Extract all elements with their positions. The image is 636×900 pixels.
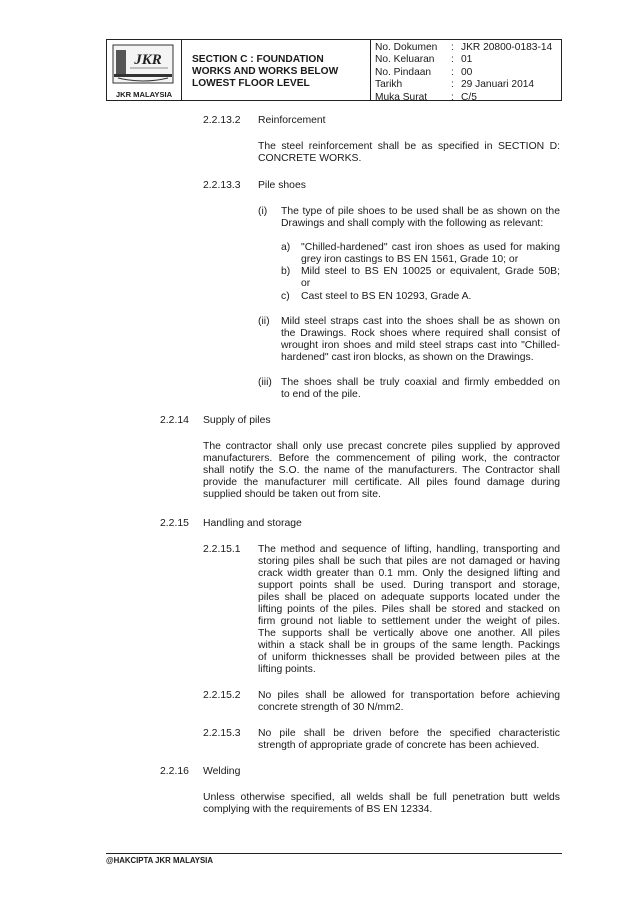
list-marker: b) (281, 266, 291, 277)
list-item-line: Cast steel to BS EN 10293, Grade A. (301, 291, 472, 302)
org-name: JKR MALAYSIA (115, 90, 173, 99)
document-meta (371, 40, 561, 103)
paragraph-line: strength of appropriate grade of concrete has been achieved. (258, 740, 540, 751)
paragraph-line: CONCRETE WORKS. (258, 153, 362, 164)
list-item-line: Mild steel straps cast into the shoes shall be as shown on (281, 316, 560, 327)
meta-row: Tarikh : 29 Januari 2014 (375, 79, 535, 91)
meta-row: No. Dokumen : JKR 20800-0183-14 (375, 42, 553, 53)
footer-copyright: @HAKCIPTA JKR MALAYSIA (106, 856, 213, 865)
paragraph-line: piles shall be placed on adequate supports located under the (258, 592, 560, 603)
clause-number: 2.2.15.1 (203, 544, 241, 555)
section-title (182, 40, 371, 100)
document-header (106, 39, 562, 101)
paragraph-line: The method and sequence of lifting, handling, transporting and (258, 544, 560, 555)
list-item-line: or (301, 278, 311, 289)
list-marker: a) (281, 242, 291, 253)
list-item-line: the Drawings. Rock shoes where required shall consist of (281, 328, 560, 339)
clause-heading: Welding (203, 766, 241, 777)
paragraph-line: lifting points of the piles. Piles shall be stored and stacked on (258, 604, 560, 615)
list-marker: c) (281, 291, 290, 302)
clause-number: 2.2.13.2 (203, 115, 241, 126)
clause-number: 2.2.16 (160, 766, 189, 777)
paragraph-line: storing piles shall be such that piles are not damaged or having (258, 556, 560, 567)
paragraph-line: crack width greater than 0.1 mm. Only the designed lifting and (258, 568, 560, 579)
list-item-line: Mild steel to BS EN 10025 or equivalent, Grade 50B; (301, 266, 560, 277)
clause-heading: Supply of piles (203, 415, 271, 426)
jkr-logo-icon (112, 44, 174, 84)
paragraph-line: The supports shall be vertically above one another. All piles (258, 628, 560, 639)
list-item-line: hardened" cast iron blocks, as shown on the Drawings. (281, 352, 534, 363)
paragraph-line: concrete strength of 30 N/mm2. (258, 702, 404, 713)
list-item-line: to end of the pile. (281, 389, 361, 400)
clause-number: 2.2.15.3 (203, 728, 241, 739)
section-title-line: LOWEST FLOOR LEVEL (192, 78, 310, 89)
footer-divider (106, 853, 562, 854)
paragraph-line: supplied should be taken out from site. (203, 489, 381, 500)
list-marker: (ii) (258, 316, 270, 327)
meta-row: No. Pindaan : 00 (375, 66, 473, 78)
list-item-line: grey iron castings to BS EN 1561, Grade 10; or (301, 254, 519, 265)
clause-heading: Pile shoes (258, 180, 306, 191)
clause-number: 2.2.15 (160, 518, 189, 529)
list-item-line: The shoes shall be truly coaxial and firmly embedded on (281, 377, 560, 388)
list-item-line: The type of pile shoes to be used shall be as shown on the (281, 206, 560, 217)
paragraph-line: within a stack shall be in groups of the same length. Packings (258, 640, 560, 651)
paragraph-line: The contractor shall only use precast concrete piles supplied by approved (203, 441, 560, 452)
paragraph-line: of uniform thicknesses shall be provided between piles at the (258, 652, 560, 663)
paragraph-line: No piles shall be allowed for transportation before achieving (258, 690, 560, 701)
clause-heading: Handling and storage (203, 518, 302, 529)
paragraph-line: support points shall be used. During transport and storage, (258, 580, 560, 591)
paragraph-line: provide the manufacturer mill certificate. All piles found damage during (203, 477, 560, 488)
meta-row: No. Keluaran : 01 (375, 54, 473, 66)
clause-heading: Reinforcement (258, 115, 326, 126)
paragraph-line: The steel reinforcement shall be as specified in SECTION D: (258, 141, 560, 152)
section-title-line: SECTION C : FOUNDATION (192, 54, 324, 65)
logo-text: JKR (134, 52, 162, 68)
logo-cell (107, 40, 182, 100)
list-marker: (i) (258, 206, 268, 217)
paragraph-line: shall notify the S.O. the name of the manufacturers. The Contractor shall (203, 465, 560, 476)
paragraph-line: Unless otherwise specified, all welds shall be full penetration butt welds (203, 792, 560, 803)
paragraph-line: firm ground not liable to settlement under the weight of piles. (258, 616, 560, 627)
list-item-line: wrought iron shoes and mild steel straps cast into "Chilled- (281, 340, 560, 351)
clause-number: 2.2.14 (160, 415, 189, 426)
paragraph-line: complying with the requirements of BS EN 12334. (203, 804, 433, 815)
list-item-line: Drawings and shall comply with the following as relevant: (281, 218, 544, 229)
paragraph-line: lifting points. (258, 664, 316, 675)
paragraph-line: manufacturers. Before the commencement of piling work, the contractor (203, 453, 560, 464)
list-marker: (iii) (258, 377, 272, 388)
section-title-line: WORKS AND WORKS BELOW (192, 66, 339, 77)
meta-row: Muka Surat : C/5 (375, 91, 477, 103)
paragraph-line: No pile shall be driven before the specified characteristic (258, 728, 560, 739)
clause-number: 2.2.15.2 (203, 690, 241, 701)
clause-number: 2.2.13.3 (203, 180, 241, 191)
list-item-line: "Chilled-hardened" cast iron shoes as used for making (301, 242, 560, 253)
